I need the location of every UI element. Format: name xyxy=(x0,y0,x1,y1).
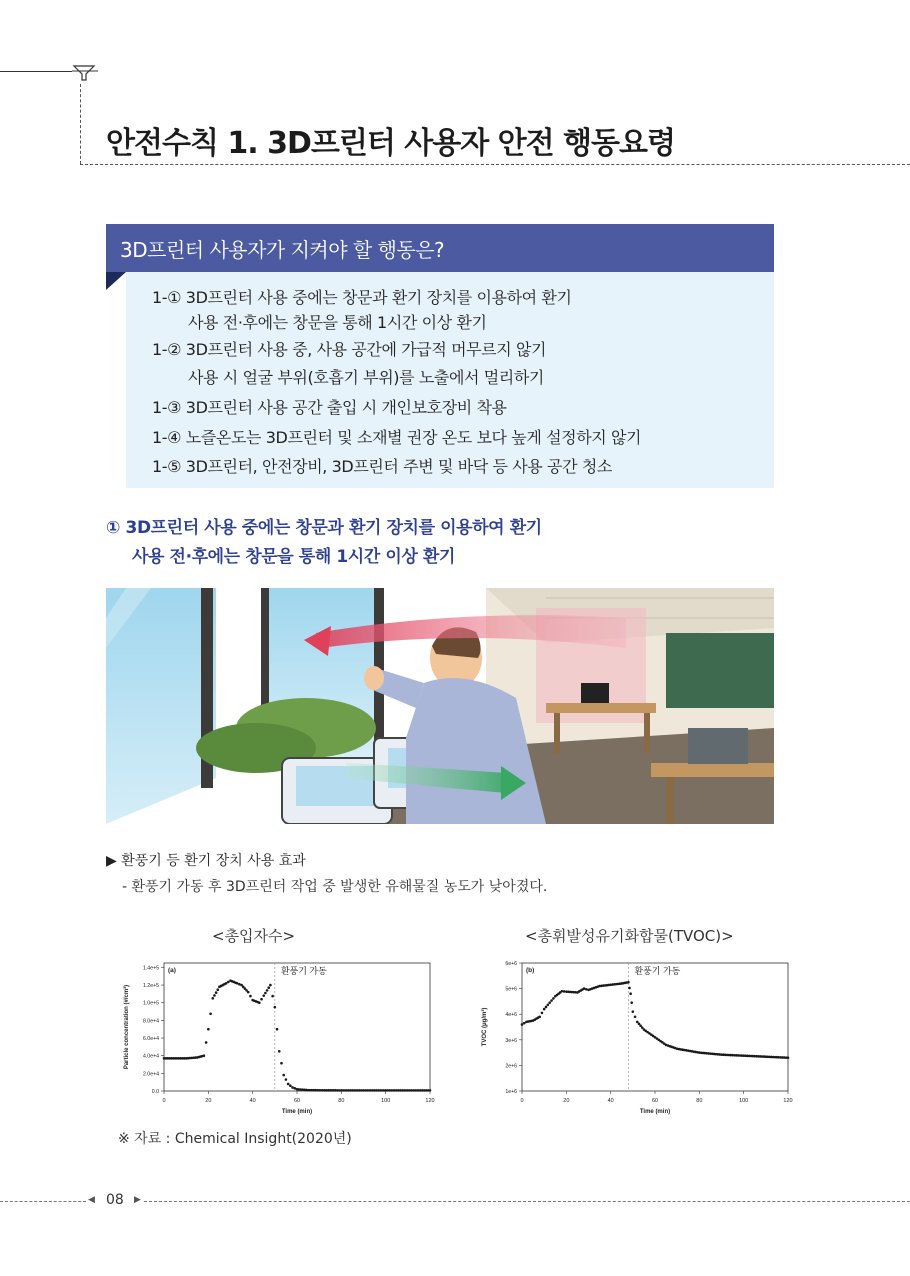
right-chart-caption: <총휘발성유기화합물(TVOC)> xyxy=(525,927,734,945)
data-point xyxy=(543,1008,546,1011)
box-item: 1-⑤ 3D프린터, 안전장비, 3D프린터 주변 및 바닥 등 사용 공간 청소 xyxy=(152,457,612,476)
data-point xyxy=(538,1015,541,1018)
box-item: 1-① 3D프린터 사용 중에는 창문과 환기 장치를 이용하여 환기 xyxy=(152,288,572,307)
x-tick-label: 20 xyxy=(563,1098,570,1104)
section-title: ① 3D프린터 사용 중에는 창문과 환기 장치를 이용하여 환기 xyxy=(106,518,542,538)
plot-frame xyxy=(522,963,788,1091)
annotation-label: 환풍기 가동 xyxy=(634,966,681,976)
data-point xyxy=(269,984,272,987)
y-tick-label: 1.4e+5 xyxy=(142,965,159,972)
data-point xyxy=(264,992,267,995)
x-tick-label: 80 xyxy=(696,1098,703,1104)
y-tick-label: 1.2e+5 xyxy=(142,983,159,990)
y-tick-label: 6.0e+4 xyxy=(142,1036,159,1043)
x-tick-label: 80 xyxy=(338,1098,345,1104)
data-point xyxy=(266,989,269,992)
data-point xyxy=(209,1012,212,1015)
footer-rule-left xyxy=(0,1201,86,1202)
data-point xyxy=(211,997,214,1000)
data-point xyxy=(236,982,239,985)
data-point xyxy=(260,998,263,1001)
data-point xyxy=(285,1078,288,1081)
triangle-left-icon: ◀ xyxy=(88,1195,95,1205)
y-tick-label: 2.0e+4 xyxy=(142,1071,159,1078)
data-point xyxy=(523,1022,526,1025)
data-point xyxy=(628,987,631,990)
section-subtitle: 사용 전·후에는 창문을 통해 1시간 이상 환기 xyxy=(132,547,455,567)
y-tick-label: 2e+6 xyxy=(505,1063,517,1070)
source-note: ※ 자료 : Chemical Insight(2020년) xyxy=(118,1131,352,1147)
x-tick-label: 100 xyxy=(739,1098,749,1104)
data-point xyxy=(247,991,250,994)
data-point xyxy=(629,992,632,995)
data-point xyxy=(561,990,564,993)
data-point xyxy=(627,981,630,984)
footer-rule-right xyxy=(144,1201,910,1202)
data-point xyxy=(278,1050,281,1053)
header-rule xyxy=(0,71,72,72)
x-axis-label: Time (min) xyxy=(281,1109,313,1115)
x-tick-label: 60 xyxy=(651,1098,659,1104)
x-tick-label: 60 xyxy=(293,1098,301,1104)
x-tick-label: 40 xyxy=(249,1098,256,1104)
y-tick-label: 0.0 xyxy=(151,1089,159,1095)
y-tick-label: 3e+6 xyxy=(505,1037,517,1044)
triangle-right-icon: ▶ xyxy=(134,1195,141,1205)
y-tick-label: 1e+6 xyxy=(505,1089,517,1095)
y-tick-label: 4.0e+4 xyxy=(142,1053,159,1060)
data-point xyxy=(632,1010,635,1013)
data-point xyxy=(225,982,228,985)
data-point xyxy=(545,1006,548,1009)
x-axis-label: Time (min) xyxy=(639,1109,671,1115)
panel-label: (b) xyxy=(526,967,535,974)
box-item: 사용 전·후에는 창문을 통해 1시간 이상 환기 xyxy=(188,313,487,332)
box-item: 1-③ 3D프린터 사용 공간 출입 시 개인보호장비 착용 xyxy=(152,398,507,417)
data-point xyxy=(291,1086,294,1089)
data-point xyxy=(207,1028,210,1031)
data-point xyxy=(274,1006,277,1009)
y-axis-label: Particle concentration (#/cm³) xyxy=(124,984,130,1070)
annotation-label: 환풍기 가동 xyxy=(280,966,327,976)
data-point xyxy=(541,1012,544,1015)
data-point xyxy=(585,988,588,991)
box-item: 1-② 3D프린터 사용 중, 사용 공간에 가급적 머무르지 않기 xyxy=(152,340,547,359)
page-title: 안전수칙 1. 3D프린터 사용자 안전 행동요령 xyxy=(106,126,675,161)
data-point xyxy=(216,988,219,991)
data-point xyxy=(203,1054,206,1057)
panel-label: (a) xyxy=(168,967,176,974)
data-point xyxy=(213,994,216,997)
data-point xyxy=(521,1023,524,1026)
data-point xyxy=(280,1062,283,1065)
data-point xyxy=(282,1074,285,1077)
x-tick-label: 0 xyxy=(162,1098,166,1104)
data-point xyxy=(215,991,218,994)
y-axis-label: TVOC (μg/m³) xyxy=(482,1007,488,1047)
x-tick-label: 40 xyxy=(607,1098,614,1104)
data-point xyxy=(548,1001,551,1004)
data-point xyxy=(238,983,241,986)
bullet-detail: - 환풍기 가동 후 3D프린터 작업 중 발생한 유해물질 농도가 낮아졌다. xyxy=(122,879,548,895)
x-tick-label: 20 xyxy=(205,1098,212,1104)
data-point xyxy=(249,995,252,998)
data-point xyxy=(552,997,555,1000)
box-header: 3D프린터 사용자가 지켜야 할 행동은? xyxy=(106,224,774,272)
plot-frame xyxy=(164,963,430,1091)
data-point xyxy=(563,990,566,993)
bullet-heading: ▶ 환풍기 등 환기 장치 사용 효과 xyxy=(106,853,306,869)
page-number: 08 xyxy=(106,1192,124,1208)
ventilation-illustration xyxy=(106,588,774,824)
x-tick-label: 100 xyxy=(381,1098,391,1104)
left-chart-caption: <총입자수> xyxy=(212,927,296,945)
x-tick-label: 120 xyxy=(425,1098,435,1104)
x-tick-label: 120 xyxy=(783,1098,793,1104)
box-item: 사용 시 얼굴 부위(호흡기 부위)를 노출에서 멀리하기 xyxy=(188,368,544,387)
data-point xyxy=(429,1089,432,1092)
y-tick-label: 1.0e+5 xyxy=(142,1000,159,1007)
data-point xyxy=(293,1087,296,1090)
box-item: 1-④ 노즐온도는 3D프린터 및 소재별 권장 온도 보다 높게 설정하지 않기 xyxy=(152,428,642,447)
x-tick-label: 0 xyxy=(520,1098,524,1104)
y-tick-label: 4e+6 xyxy=(505,1012,517,1019)
y-tick-label: 8.0e+4 xyxy=(142,1018,159,1025)
data-point xyxy=(205,1041,208,1044)
data-point xyxy=(258,1001,261,1004)
data-point xyxy=(276,1028,279,1031)
data-point xyxy=(547,1004,550,1007)
data-point xyxy=(550,999,553,1002)
data-point xyxy=(287,1083,290,1086)
data-point xyxy=(634,1015,637,1018)
data-point xyxy=(271,995,274,998)
tvoc-chart xyxy=(476,955,796,1127)
data-point xyxy=(267,986,270,989)
data-point xyxy=(262,994,265,997)
data-point xyxy=(289,1084,292,1087)
data-point xyxy=(787,1056,790,1059)
data-point xyxy=(227,981,230,984)
title-divider xyxy=(80,164,910,165)
y-tick-label: 6e+6 xyxy=(505,961,517,967)
box-fold xyxy=(106,272,126,290)
title-vertical-divider xyxy=(80,84,81,164)
y-tick-label: 5e+6 xyxy=(505,986,517,993)
data-point xyxy=(583,987,586,990)
data-point xyxy=(630,1001,633,1004)
pin-icon xyxy=(72,64,98,82)
particle-chart xyxy=(118,955,438,1127)
